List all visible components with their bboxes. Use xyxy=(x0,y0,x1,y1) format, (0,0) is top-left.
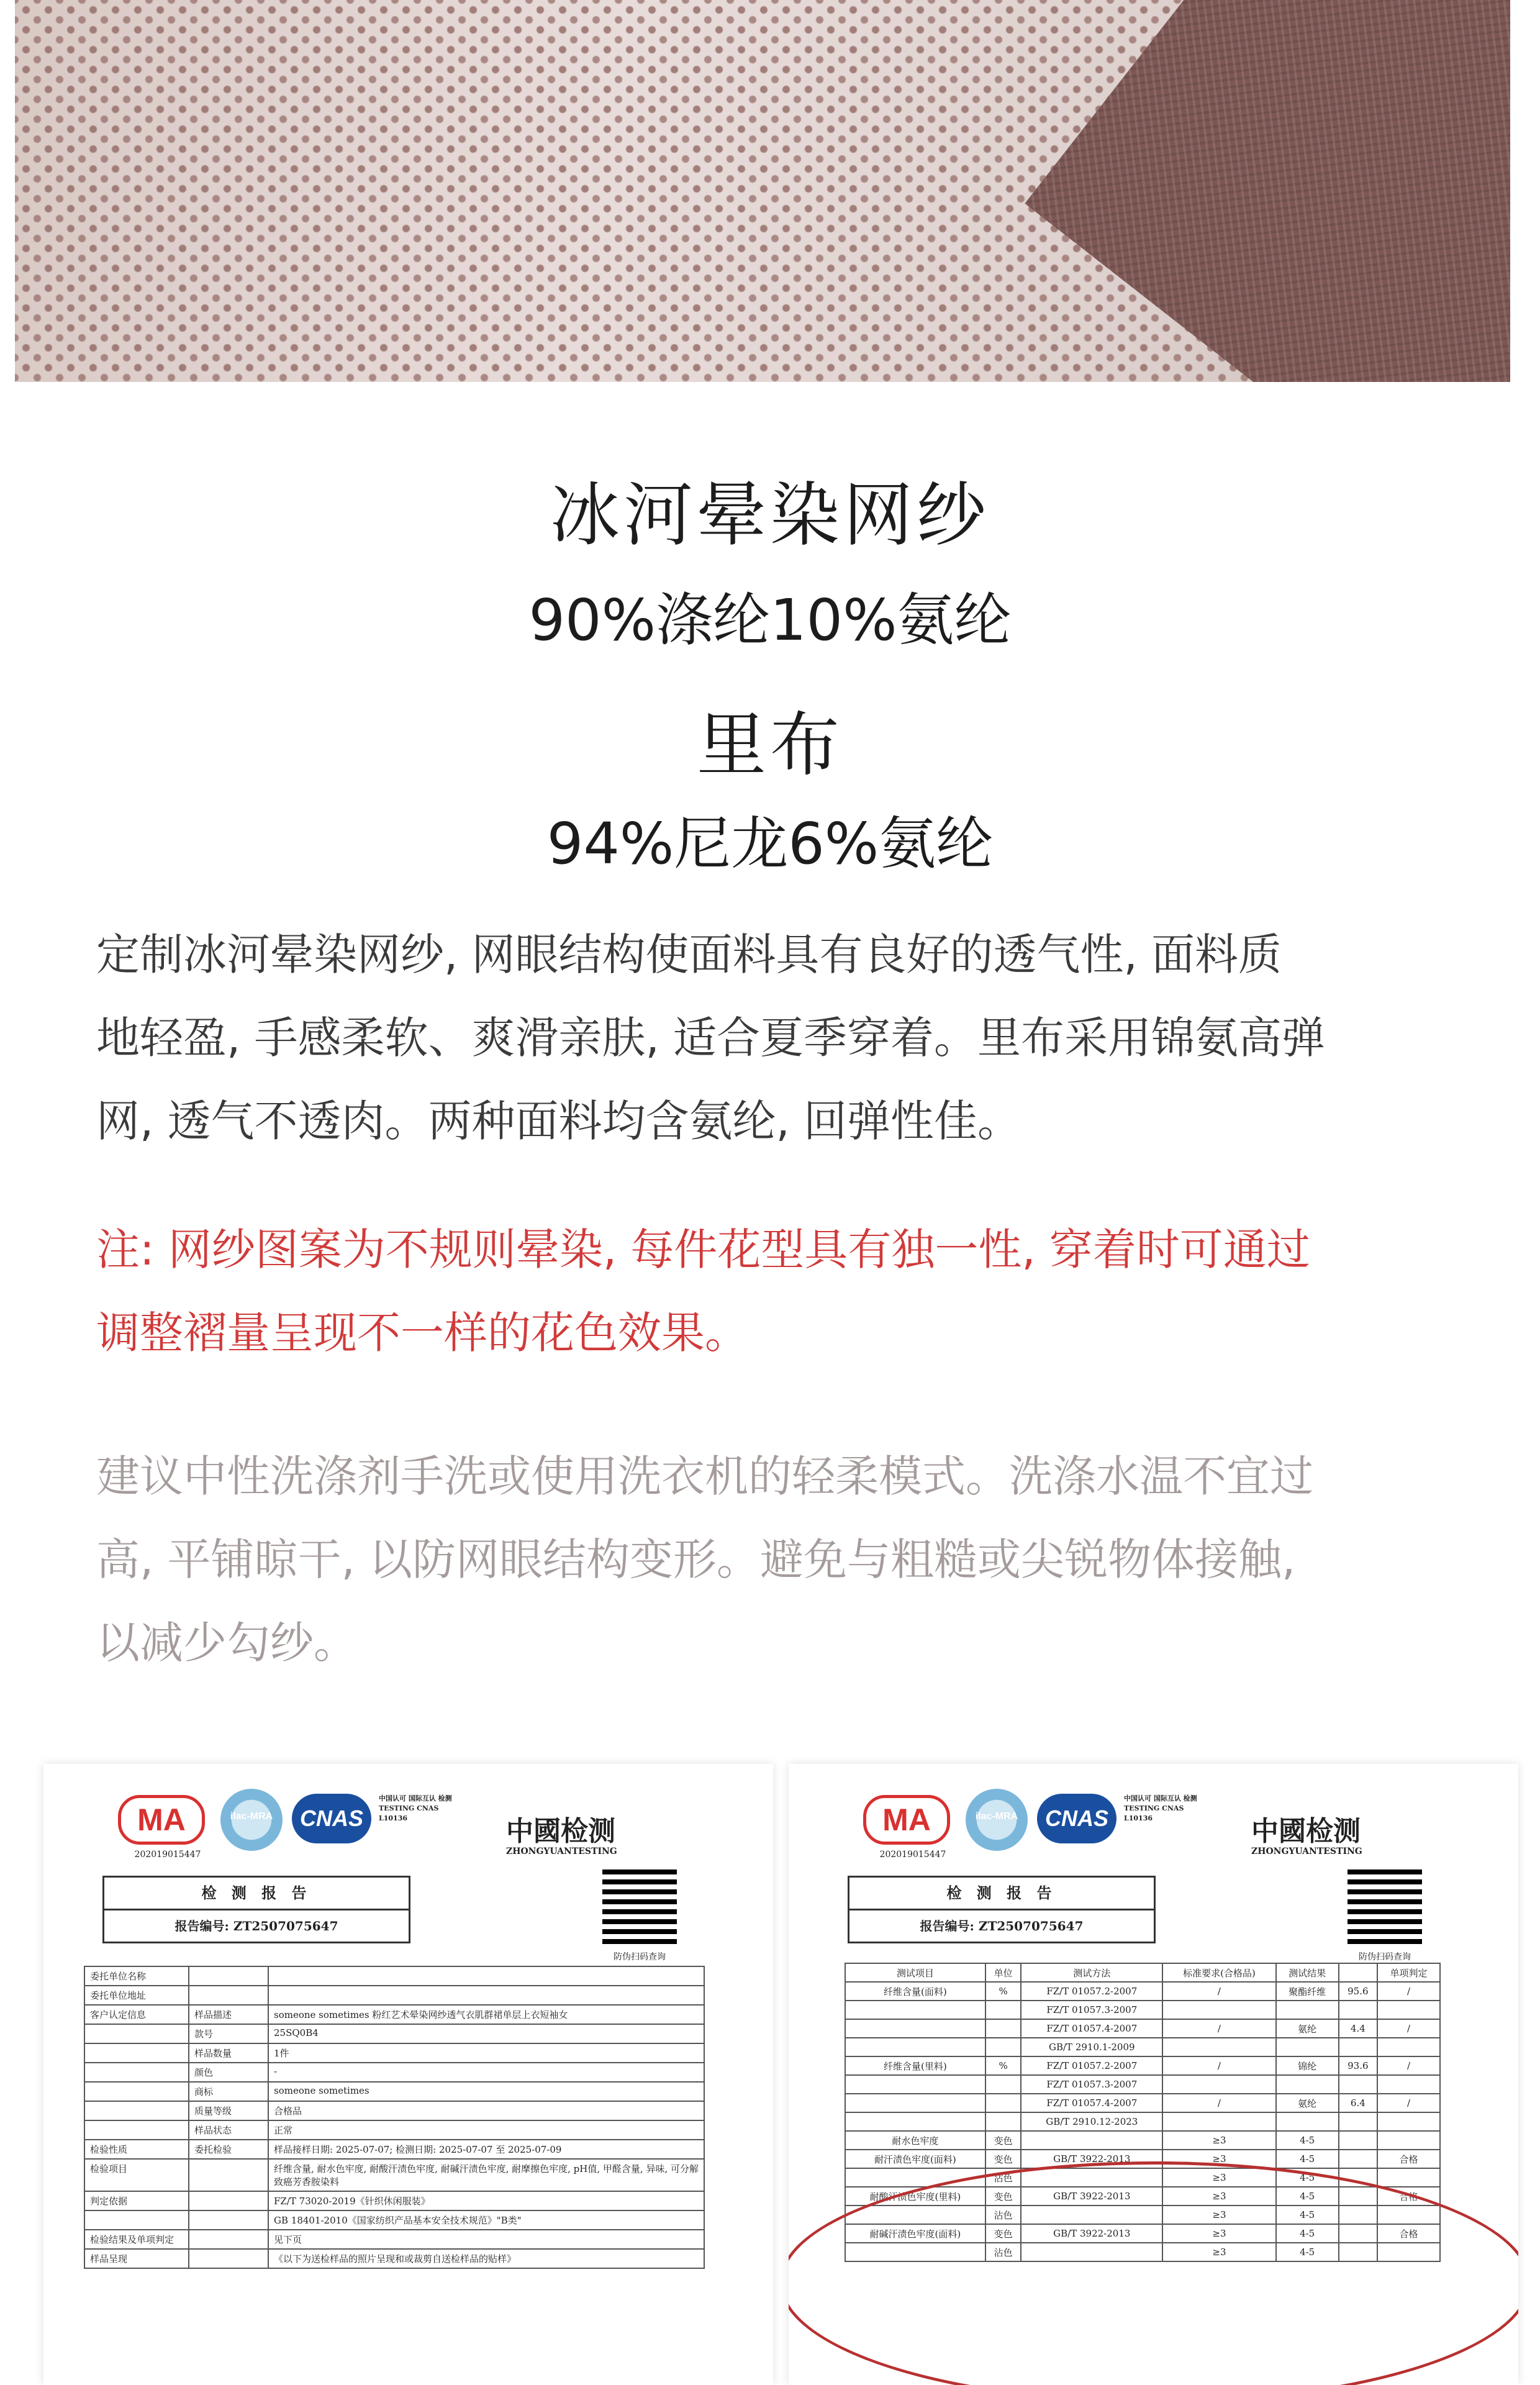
care-line: 高, 平铺晾干, 以防网眼结构变形。避免与粗糙或尖锐物体接触, xyxy=(96,1534,1296,1585)
results-cell xyxy=(1377,2075,1440,2094)
report-subfield-label: 样品描述 xyxy=(189,2005,268,2024)
results-cell: ≥3 xyxy=(1162,2168,1276,2187)
report-row xyxy=(84,2191,704,2210)
results-cell: ≥3 xyxy=(1162,2243,1276,2261)
results-cell: 耐水色牢度 xyxy=(845,2131,985,2150)
report-field-label: 委托单位名称 xyxy=(84,1966,189,1986)
results-header-cell: 标准要求(合格品) xyxy=(1162,1963,1276,1982)
report-field-label: 检验项目 xyxy=(84,2159,189,2191)
report-subfield-label: 样品状态 xyxy=(189,2120,268,2140)
report-subfield-label: 样品数量 xyxy=(189,2043,268,2063)
report-field-value: 《以下为送检样品的照片呈现和或裁剪自送检样品的贴样》 xyxy=(268,2249,704,2268)
results-cell: 沾色 xyxy=(985,2168,1021,2187)
report-row xyxy=(84,2082,704,2101)
results-cell: GB/T 3922-2013 xyxy=(1021,2187,1162,2206)
results-cell: ≥3 xyxy=(1162,2131,1276,2150)
results-cell: 合格 xyxy=(1377,2150,1440,2168)
results-row xyxy=(845,2075,1440,2094)
org-name: 中國检测 xyxy=(1251,1815,1361,1847)
results-cell: ≥3 xyxy=(1162,2206,1276,2224)
fabric-composition: 90%涤纶10%氨纶 xyxy=(528,587,1012,653)
report-subfield-label: 委托检验 xyxy=(189,2140,268,2159)
results-cell: 4.4 xyxy=(1339,2019,1378,2038)
results-cell: % xyxy=(985,2056,1021,2075)
lining-composition: 94%尼龙6%氨纶 xyxy=(546,811,994,877)
cma-number: 202019015447 xyxy=(134,1850,201,1860)
report-field-label xyxy=(84,2024,189,2043)
highlight-circle xyxy=(789,2161,1518,2385)
description-line: 定制冰河晕染网纱, 网眼结构使面料具有良好的透气性, 面料质 xyxy=(96,929,1282,980)
qr-caption: 防伪扫码查询 xyxy=(614,1952,666,1962)
results-row xyxy=(845,2056,1440,2075)
cma-number: 202019015447 xyxy=(879,1850,946,1860)
results-row xyxy=(845,2019,1440,2038)
results-cell: % xyxy=(985,1982,1021,2001)
results-cell: 变色 xyxy=(985,2131,1021,2150)
cnas-logo: CNAS xyxy=(1037,1794,1116,1843)
cert-logos xyxy=(118,1789,491,1863)
results-cell xyxy=(985,2038,1021,2056)
report-row xyxy=(84,2230,704,2249)
results-cell xyxy=(845,2075,985,2094)
results-cell xyxy=(1339,2001,1378,2019)
results-cell: 95.6 xyxy=(1339,1982,1378,2001)
results-cell xyxy=(985,2094,1021,2112)
report-field-label: 判定依据 xyxy=(84,2191,189,2210)
report-number: 报告编号: ZT2507075647 xyxy=(102,1909,410,1943)
results-cell: / xyxy=(1162,2019,1276,2038)
cma-logo: MA xyxy=(863,1795,950,1845)
results-cell: FZ/T 01057.3-2007 xyxy=(1021,2001,1162,2019)
description-line: 地轻盈, 手感柔软、爽滑亲肤, 适合夏季穿着。里布采用锦氨高弹 xyxy=(96,1012,1326,1063)
report-field-value: 样品接样日期: 2025-07-07; 检测日期: 2025-07-07 至 2025-07-09 xyxy=(268,2140,704,2159)
results-cell: 纤维含量(里料) xyxy=(845,2056,985,2075)
results-cell xyxy=(1162,2112,1276,2131)
results-cell xyxy=(1377,2038,1440,2056)
results-cell: / xyxy=(1377,2019,1440,2038)
results-cell xyxy=(1162,2038,1276,2056)
fabric-fold xyxy=(1025,0,1510,382)
report-field-label: 样品呈现 xyxy=(84,2249,189,2268)
care-line: 建议中性洗涤剂手洗或使用洗衣机的轻柔模式。洗涤水温不宜过 xyxy=(96,1451,1313,1502)
report-row xyxy=(84,2140,704,2159)
results-cell xyxy=(845,2019,985,2038)
report-field-label: 检验结果及单项判定 xyxy=(84,2230,189,2249)
results-cell: GB/T 3922-2013 xyxy=(1021,2224,1162,2243)
report-subfield-label xyxy=(189,1986,268,2005)
results-cell xyxy=(845,2001,985,2019)
report-field-value: - xyxy=(268,2063,704,2082)
results-cell xyxy=(985,2019,1021,2038)
report-subfield-label xyxy=(189,2210,268,2230)
results-cell: 4-5 xyxy=(1276,2206,1339,2224)
cma-logo: MA xyxy=(118,1795,205,1845)
results-cell: GB/T 3922-2013 xyxy=(1021,2150,1162,2168)
results-cell: 耐汗渍色牢度(面料) xyxy=(845,2150,985,2168)
results-cell: 合格 xyxy=(1377,2224,1440,2243)
results-cell: ≥3 xyxy=(1162,2224,1276,2243)
ilac-logo xyxy=(966,1789,1028,1851)
report-field-value: 见下页 xyxy=(268,2230,704,2249)
care-line: 以减少勾纱。 xyxy=(96,1617,357,1668)
results-cell: 沾色 xyxy=(985,2206,1021,2224)
report-row xyxy=(84,2043,704,2063)
results-cell: GB/T 2910.12-2023 xyxy=(1021,2112,1162,2131)
results-header-cell: 单项判定 xyxy=(1377,1963,1440,1982)
results-cell: GB/T 2910.1-2009 xyxy=(1021,2038,1162,2056)
results-cell xyxy=(1276,2112,1339,2131)
results-cell xyxy=(1339,2112,1378,2131)
lining-name: 里布 xyxy=(697,705,843,786)
report-row xyxy=(84,1986,704,2005)
note-line: 调整褶量呈现不一样的花色效果。 xyxy=(96,1307,748,1358)
report-field-label: 委托单位地址 xyxy=(84,1986,189,2005)
org-name-en: ZHONGYUANTESTING xyxy=(506,1847,617,1856)
cert-logos xyxy=(863,1789,1236,1863)
report-field-value xyxy=(268,1986,704,2005)
report-subfield-label xyxy=(189,2159,268,2191)
report-row xyxy=(84,2024,704,2043)
report-subfield-label: 款号 xyxy=(189,2024,268,2043)
results-cell: 纤维含量(面料) xyxy=(845,1982,985,2001)
results-cell: 93.6 xyxy=(1339,2056,1378,2075)
results-cell xyxy=(1021,2131,1162,2150)
cnas-text: 中国认可 国际互认 检测 TESTING CNAS L10136 xyxy=(1124,1794,1197,1822)
test-report-page-1 xyxy=(43,1764,773,2385)
results-cell xyxy=(985,2112,1021,2131)
results-cell xyxy=(1276,2038,1339,2056)
results-row xyxy=(845,2094,1440,2112)
report-field-value: someone sometimes 粉红艺术晕染网纱透气衣肌群裙单层上衣短袖女 xyxy=(268,2005,704,2024)
results-cell: FZ/T 01057.4-2007 xyxy=(1021,2094,1162,2112)
results-header-cell: 测试结果 xyxy=(1276,1963,1339,1982)
results-row xyxy=(845,2001,1440,2019)
report-field-value: 正常 xyxy=(268,2120,704,2140)
report-field-label xyxy=(84,2101,189,2120)
report-field-label xyxy=(84,2043,189,2063)
results-cell: 变色 xyxy=(985,2224,1021,2243)
results-row xyxy=(845,1982,1440,2001)
fabric-photo xyxy=(15,0,1510,382)
test-report-page-2 xyxy=(789,1764,1518,2385)
results-row xyxy=(845,2131,1440,2150)
results-cell xyxy=(1162,2075,1276,2094)
results-header-cell: 测试项目 xyxy=(845,1963,985,1982)
report-info-table xyxy=(84,1966,705,2269)
qr-code[interactable] xyxy=(1348,1869,1422,1944)
results-cell: ≥3 xyxy=(1162,2150,1276,2168)
results-row xyxy=(845,2112,1440,2131)
results-cell xyxy=(1377,2131,1440,2150)
report-field-label xyxy=(84,2120,189,2140)
report-row xyxy=(84,2159,704,2191)
report-row xyxy=(84,1966,704,1986)
report-number: 报告编号: ZT2507075647 xyxy=(848,1909,1156,1943)
results-header-cell: 测试方法 xyxy=(1021,1963,1162,1982)
results-cell: / xyxy=(1162,1982,1276,2001)
results-cell: FZ/T 01057.4-2007 xyxy=(1021,2019,1162,2038)
report-subfield-label xyxy=(189,1966,268,1986)
results-cell: FZ/T 01057.3-2007 xyxy=(1021,2075,1162,2094)
org-name-en: ZHONGYUANTESTING xyxy=(1251,1847,1362,1856)
results-cell: 耐碱汗渍色牢度(面料) xyxy=(845,2224,985,2243)
results-row xyxy=(845,2038,1440,2056)
results-cell xyxy=(1339,2131,1378,2150)
results-cell: 沾色 xyxy=(985,2243,1021,2261)
description-line: 网, 透气不透肉。两种面料均含氨纶, 回弹性佳。 xyxy=(96,1096,1021,1147)
ilac-logo xyxy=(220,1789,283,1851)
report-field-value: 25SQ0B4 xyxy=(268,2024,704,2043)
results-header-cell: 单位 xyxy=(985,1963,1021,1982)
ilac-label: ilac-MRA xyxy=(230,1811,273,1822)
report-field-value: 合格品 xyxy=(268,2101,704,2120)
report-title: 检 测 报 告 xyxy=(102,1876,410,1910)
fabric-name: 冰河晕染网纱 xyxy=(550,475,990,556)
note-paragraph xyxy=(96,1208,1462,1374)
results-cell: 4-5 xyxy=(1276,2187,1339,2206)
results-cell: 4-5 xyxy=(1276,2243,1339,2261)
report-field-value: 纤维含量, 耐水色牢度, 耐酸汗渍色牢度, 耐碱汗渍色牢度, 耐摩擦色牢度, pH值, 甲醛含量, 异味, 可分解致癌芳香胺染料 xyxy=(268,2159,704,2191)
results-cell xyxy=(985,2075,1021,2094)
report-row xyxy=(84,2063,704,2082)
report-row xyxy=(84,2249,704,2268)
report-subfield-label xyxy=(189,2191,268,2210)
results-cell: 锦纶 xyxy=(1276,2056,1339,2075)
note-line: 注: 网纱图案为不规则晕染, 每件花型具有独一性, 穿着时可通过 xyxy=(96,1224,1310,1275)
report-row xyxy=(84,2210,704,2230)
results-cell: 氨纶 xyxy=(1276,2019,1339,2038)
report-subfield-label xyxy=(189,2230,268,2249)
results-cell: / xyxy=(1377,2056,1440,2075)
results-cell: 变色 xyxy=(985,2150,1021,2168)
results-cell: FZ/T 01057.2-2007 xyxy=(1021,1982,1162,2001)
report-subfield-label: 商标 xyxy=(189,2082,268,2101)
qr-caption: 防伪扫码查询 xyxy=(1359,1952,1411,1962)
results-cell xyxy=(1339,2075,1378,2094)
results-cell xyxy=(845,2038,985,2056)
report-field-value: GB 18401-2010《国家纺织产品基本安全技术规范》"B类" xyxy=(268,2210,704,2230)
report-title: 检 测 报 告 xyxy=(848,1876,1156,1910)
report-field-label xyxy=(84,2063,189,2082)
report-row xyxy=(84,2101,704,2120)
report-row xyxy=(84,2120,704,2140)
results-cell: ≥3 xyxy=(1162,2187,1276,2206)
report-field-label: 检验性质 xyxy=(84,2140,189,2159)
results-cell: / xyxy=(1377,1982,1440,2001)
results-cell xyxy=(845,2094,985,2112)
results-cell: 耐酸汗渍色牢度(里料) xyxy=(845,2187,985,2206)
cnas-logo: CNAS xyxy=(292,1794,371,1843)
report-field-value xyxy=(268,1966,704,1986)
results-cell xyxy=(1339,2150,1378,2168)
report-field-value: 1件 xyxy=(268,2043,704,2063)
results-cell xyxy=(1339,2038,1378,2056)
report-subfield-label: 颜色 xyxy=(189,2063,268,2082)
report-field-label xyxy=(84,2210,189,2230)
cnas-text: 中国认可 国际互认 检测 TESTING CNAS L10136 xyxy=(379,1794,452,1822)
results-cell xyxy=(1377,2168,1440,2187)
results-cell: FZ/T 01057.2-2007 xyxy=(1021,2056,1162,2075)
results-cell xyxy=(1377,2001,1440,2019)
results-cell: / xyxy=(1162,2094,1276,2112)
results-cell: 聚酯纤维 xyxy=(1276,1982,1339,2001)
results-cell: 4-5 xyxy=(1276,2168,1339,2187)
results-cell xyxy=(1377,2112,1440,2131)
results-cell: 氨纶 xyxy=(1276,2094,1339,2112)
org-name: 中國检测 xyxy=(506,1815,615,1847)
report-subfield-label: 质量等级 xyxy=(189,2101,268,2120)
results-cell: / xyxy=(1162,2056,1276,2075)
qr-code[interactable] xyxy=(602,1869,677,1944)
results-cell xyxy=(1276,2001,1339,2019)
care-paragraph xyxy=(96,1435,1462,1684)
report-field-label xyxy=(84,2082,189,2101)
report-field-value: someone sometimes xyxy=(268,2082,704,2101)
report-field-value: FZ/T 73020-2019《针织休闲服装》 xyxy=(268,2191,704,2210)
results-cell xyxy=(1276,2075,1339,2094)
results-cell xyxy=(985,2001,1021,2019)
report-row xyxy=(84,2005,704,2024)
results-cell: 4-5 xyxy=(1276,2131,1339,2150)
report-subfield-label xyxy=(189,2249,268,2268)
results-cell: 4-5 xyxy=(1276,2224,1339,2243)
description-paragraph xyxy=(96,913,1462,1163)
results-cell: 合格 xyxy=(1377,2187,1440,2206)
ilac-label: ilac-MRA xyxy=(975,1811,1018,1822)
report-field-label: 客户认定信息 xyxy=(84,2005,189,2024)
results-cell: 4-5 xyxy=(1276,2150,1339,2168)
results-cell xyxy=(1162,2001,1276,2019)
results-cell: / xyxy=(1377,2094,1440,2112)
results-cell: 变色 xyxy=(985,2187,1021,2206)
results-header-cell xyxy=(1339,1963,1378,1982)
results-cell: 6.4 xyxy=(1339,2094,1378,2112)
results-cell xyxy=(845,2112,985,2131)
